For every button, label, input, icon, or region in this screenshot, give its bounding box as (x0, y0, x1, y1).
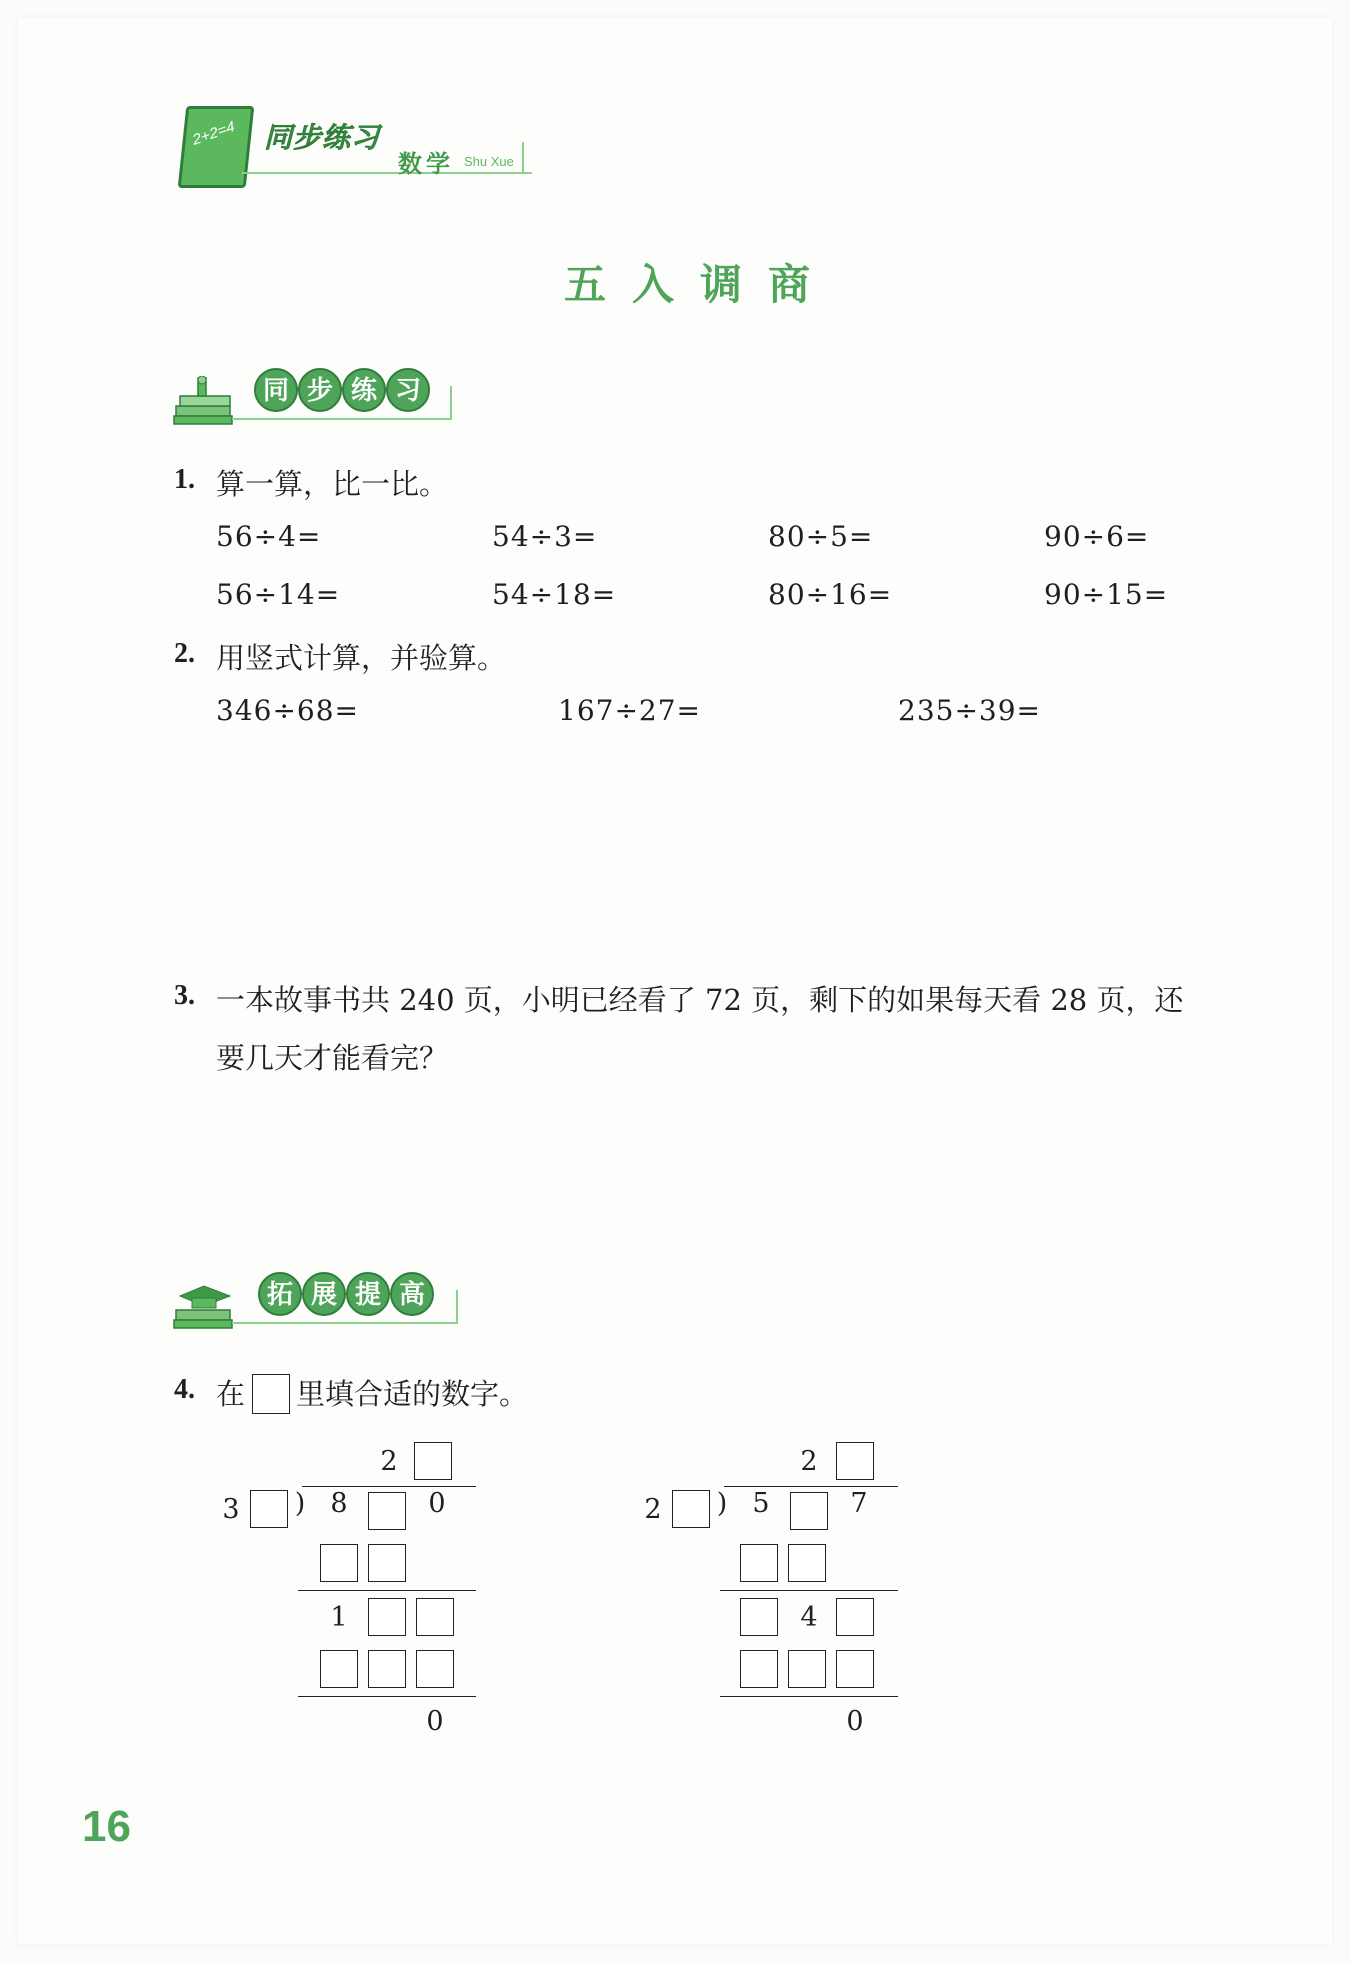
answer-box[interactable] (836, 1650, 874, 1688)
answer-box[interactable] (790, 1492, 828, 1530)
final-remainder: 0 (846, 1706, 864, 1737)
chalkboard-icon (178, 106, 255, 188)
brand-rule (242, 172, 532, 174)
header-logo (172, 98, 532, 190)
expression: 90÷6= (1044, 520, 1150, 553)
section-rule-end (450, 386, 452, 420)
answer-box[interactable] (672, 1490, 710, 1528)
answer-box[interactable] (368, 1598, 406, 1636)
subtraction-line (720, 1590, 898, 1591)
answer-box[interactable] (788, 1650, 826, 1688)
brand-subject: 数学 (398, 151, 454, 178)
division-bar (724, 1486, 898, 1487)
answer-box[interactable] (836, 1442, 874, 1480)
section-header-extension (172, 1250, 452, 1338)
remainder-digit: 1 (330, 1602, 348, 1633)
expression: 346÷68= (216, 694, 359, 727)
question-text: 在 (216, 1377, 246, 1411)
dividend-digit: 5 (752, 1488, 770, 1519)
section-rule-end (456, 1290, 458, 1324)
final-remainder: 0 (426, 1706, 444, 1737)
board-text: 2+2=4 (190, 118, 237, 149)
divisor-digit: 3 (222, 1494, 240, 1525)
answer-box[interactable] (250, 1490, 288, 1528)
question-number: 4. (174, 1374, 195, 1405)
section-rule (232, 418, 452, 420)
answer-box[interactable] (740, 1544, 778, 1582)
question-text: 算一算，比一比。 (216, 467, 449, 501)
section-badge: 步 (298, 368, 342, 412)
expression: 54÷18= (492, 578, 617, 611)
expression: 54÷3= (492, 520, 598, 553)
section-badge: 提 (346, 1272, 390, 1316)
section-header-practice (172, 346, 452, 434)
question-text: 要几天才能看完？ (216, 1041, 449, 1075)
quotient-digit: 2 (800, 1446, 818, 1477)
graduation-books-icon (172, 1280, 234, 1330)
dividend-digit: 8 (330, 1488, 348, 1519)
remainder-digit: 4 (800, 1602, 818, 1633)
section-badge: 展 (302, 1272, 346, 1316)
expression: 56÷14= (216, 578, 341, 611)
division-bracket: ) (716, 1488, 728, 1519)
expression: 90÷15= (1044, 578, 1169, 611)
answer-box[interactable] (368, 1650, 406, 1688)
section-badge: 拓 (258, 1272, 302, 1316)
answer-box[interactable] (414, 1442, 452, 1480)
brand-rule-end (522, 142, 524, 174)
answer-box[interactable] (368, 1492, 406, 1530)
subtraction-line (298, 1590, 476, 1591)
example-box (252, 1374, 290, 1414)
answer-box[interactable] (788, 1544, 826, 1582)
section-badge: 同 (254, 368, 298, 412)
question-text: 用竖式计算，并验算。 (216, 641, 507, 675)
section-badge: 高 (390, 1272, 434, 1316)
expression: 167÷27= (558, 694, 701, 727)
dividend-digit: 0 (428, 1488, 446, 1519)
question-number: 1. (174, 464, 195, 495)
answer-box[interactable] (740, 1598, 778, 1636)
page-number: 16 (82, 1802, 131, 1851)
brand-pinyin: Shu Xue (464, 154, 514, 169)
question-number: 2. (174, 638, 195, 669)
subtraction-line (298, 1696, 476, 1697)
section-badge: 练 (342, 368, 386, 412)
expression: 56÷4= (216, 520, 322, 553)
expression: 235÷39= (898, 694, 1041, 727)
answer-box[interactable] (416, 1598, 454, 1636)
question-text: 里填合适的数字。 (296, 1377, 529, 1411)
books-icon (172, 376, 234, 426)
expression: 80÷5= (768, 520, 874, 553)
division-bracket: ) (294, 1488, 306, 1519)
answer-box[interactable] (416, 1650, 454, 1688)
answer-box[interactable] (836, 1598, 874, 1636)
dividend-digit: 7 (850, 1488, 868, 1519)
quotient-digit: 2 (380, 1446, 398, 1477)
divisor-digit: 2 (644, 1494, 662, 1525)
answer-box[interactable] (368, 1544, 406, 1582)
section-badge: 习 (386, 368, 430, 412)
page-title: 五入调商 (563, 260, 836, 309)
answer-box[interactable] (320, 1544, 358, 1582)
expression: 80÷16= (768, 578, 893, 611)
answer-box[interactable] (320, 1650, 358, 1688)
section-rule (232, 1322, 458, 1324)
subtraction-line (720, 1696, 898, 1697)
question-text: 一本故事书共 240 页，小明已经看了 72 页，剩下的如果每天看 28 页，还 (216, 983, 1184, 1017)
answer-box[interactable] (740, 1650, 778, 1688)
brand-title: 同步练习 (264, 122, 381, 153)
question-number: 3. (174, 980, 195, 1011)
division-bar (302, 1486, 476, 1487)
